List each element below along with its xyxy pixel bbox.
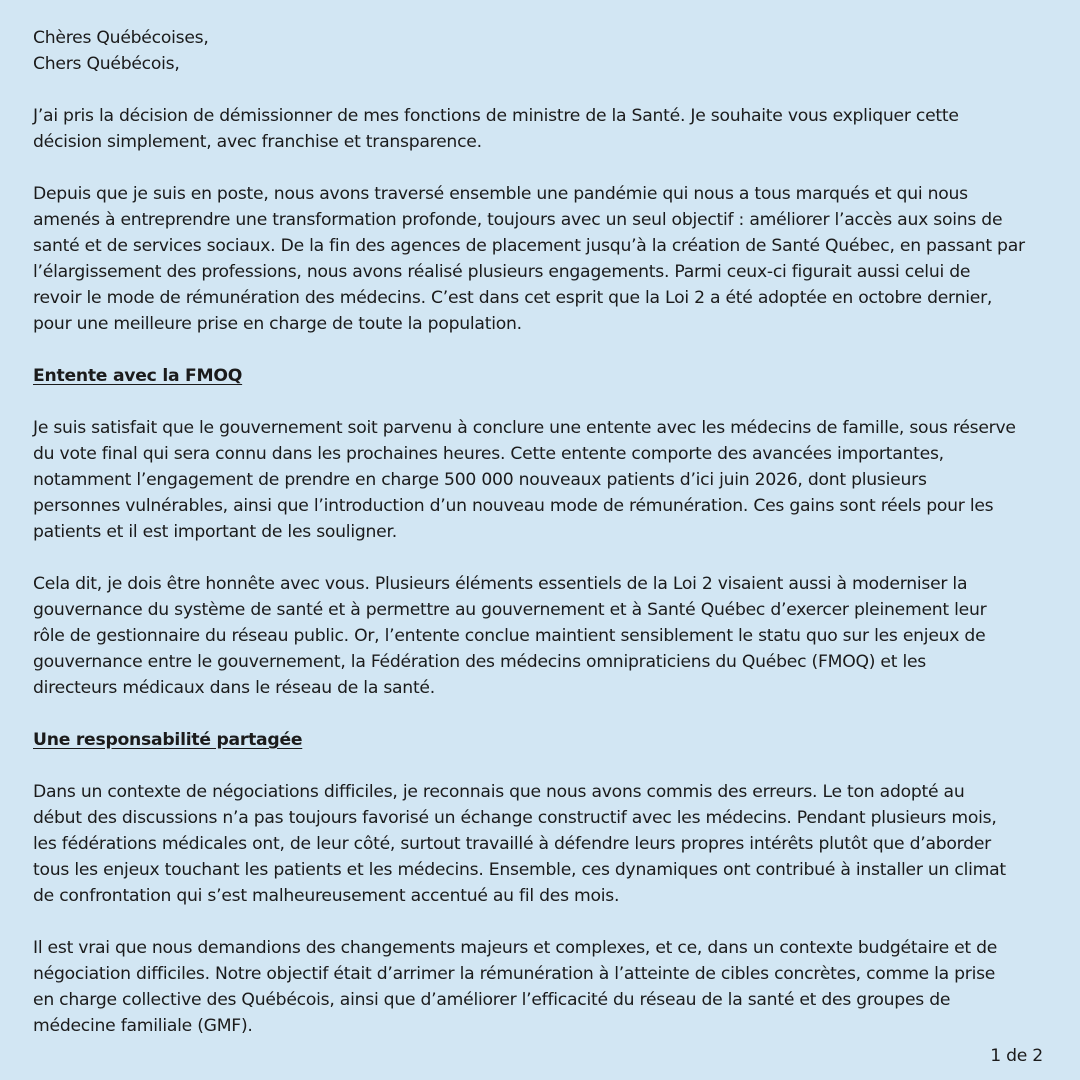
text-line: pour une meilleure prise en charge de toute la population. bbox=[33, 314, 522, 334]
fmoq-paragraph-2 bbox=[33, 571, 1053, 701]
text-line: de confrontation qui s’est malheureusement accentué au fil des mois. bbox=[33, 886, 620, 906]
text-line: décision simplement, avec franchise et transparence. bbox=[33, 132, 482, 152]
section-heading-responsabilite: Une responsabilité partagée bbox=[33, 730, 303, 750]
text-line: amenés à entreprendre une transformation profonde, toujours avec un seul objectif : améliorer l’accès aux soins de bbox=[33, 210, 1003, 230]
text-line: Dans un contexte de négociations difficiles, je reconnais que nous avons commis des erreurs. Le ton adopté au bbox=[33, 782, 965, 802]
fmoq-paragraph-1 bbox=[33, 415, 1053, 545]
text-line: l’élargissement des professions, nous avons réalisé plusieurs engagements. Parmi ceux-ci figurait aussi celui de bbox=[33, 262, 971, 282]
text-line: Il est vrai que nous demandions des changements majeurs et complexes, et ce, dans un contexte budgétaire et de bbox=[33, 938, 998, 958]
text-line: patients et il est important de les souligner. bbox=[33, 522, 397, 542]
salutation-line: Chères Québécoises, bbox=[33, 28, 209, 48]
intro-paragraph bbox=[33, 103, 1053, 155]
text-line: Cela dit, je dois être honnête avec vous. Plusieurs éléments essentiels de la Loi 2 visaient aussi à moderniser la bbox=[33, 574, 968, 594]
text-line: début des discussions n’a pas toujours favorisé un échange constructif avec les médecins. Pendant plusieurs mois, bbox=[33, 808, 997, 828]
text-line: du vote final qui sera connu dans les prochaines heures. Cette entente comporte des avancées importantes, bbox=[33, 444, 944, 464]
context-paragraph bbox=[33, 181, 1053, 337]
text-line: Depuis que je suis en poste, nous avons traversé ensemble une pandémie qui nous a tous marqués et qui nous bbox=[33, 184, 968, 204]
text-line: rôle de gestionnaire du réseau public. Or, l’entente conclue maintient sensiblement le statu quo sur les enjeux de bbox=[33, 626, 986, 646]
text-line: revoir le mode de rémunération des médecins. C’est dans cet esprit que la Loi 2 a été adoptée en octobre dernier, bbox=[33, 288, 993, 308]
text-line: J’ai pris la décision de démissionner de mes fonctions de ministre de la Santé. Je souhaite vous expliquer cette bbox=[33, 106, 959, 126]
text-line: personnes vulnérables, ainsi que l’introduction d’un nouveau mode de rémunération. Ces gains sont réels pour les bbox=[33, 496, 994, 516]
letter-body bbox=[33, 25, 1053, 1039]
text-line: gouvernance entre le gouvernement, la Fédération des médecins omnipraticiens du Québec (FMOQ) et les bbox=[33, 652, 927, 672]
text-line: Je suis satisfait que le gouvernement soit parvenu à conclure une entente avec les médecins de famille, sous réserve bbox=[33, 418, 1016, 438]
text-line: en charge collective des Québécois, ainsi que d’améliorer l’efficacité du réseau de la santé et des groupes de bbox=[33, 990, 951, 1010]
section-heading-fmoq: Entente avec la FMOQ bbox=[33, 366, 243, 386]
page-number: 1 de 2 bbox=[990, 1046, 1043, 1066]
salutation-line: Chers Québécois, bbox=[33, 54, 180, 74]
text-line: gouvernance du système de santé et à permettre au gouvernement et à Santé Québec d’exercer pleinement leur bbox=[33, 600, 987, 620]
text-line: santé et de services sociaux. De la fin des agences de placement jusqu’à la création de Santé Québec, en passant par bbox=[33, 236, 1025, 256]
text-line: notamment l’engagement de prendre en charge 500 000 nouveaux patients d’ici juin 2026, dont plusieurs bbox=[33, 470, 927, 490]
responsabilite-paragraph-2 bbox=[33, 935, 1053, 1039]
text-line: les fédérations médicales ont, de leur côté, surtout travaillé à défendre leurs propres intérêts plutôt que d’aborder bbox=[33, 834, 991, 854]
text-line: négociation difficiles. Notre objectif était d’arrimer la rémunération à l’atteinte de cibles concrètes, comme la prise bbox=[33, 964, 996, 984]
text-line: tous les enjeux touchant les patients et les médecins. Ensemble, ces dynamiques ont contribué à installer un climat bbox=[33, 860, 1006, 880]
responsabilite-paragraph-1 bbox=[33, 779, 1053, 909]
text-line: directeurs médicaux dans le réseau de la santé. bbox=[33, 678, 435, 698]
text-line: médecine familiale (GMF). bbox=[33, 1016, 253, 1036]
